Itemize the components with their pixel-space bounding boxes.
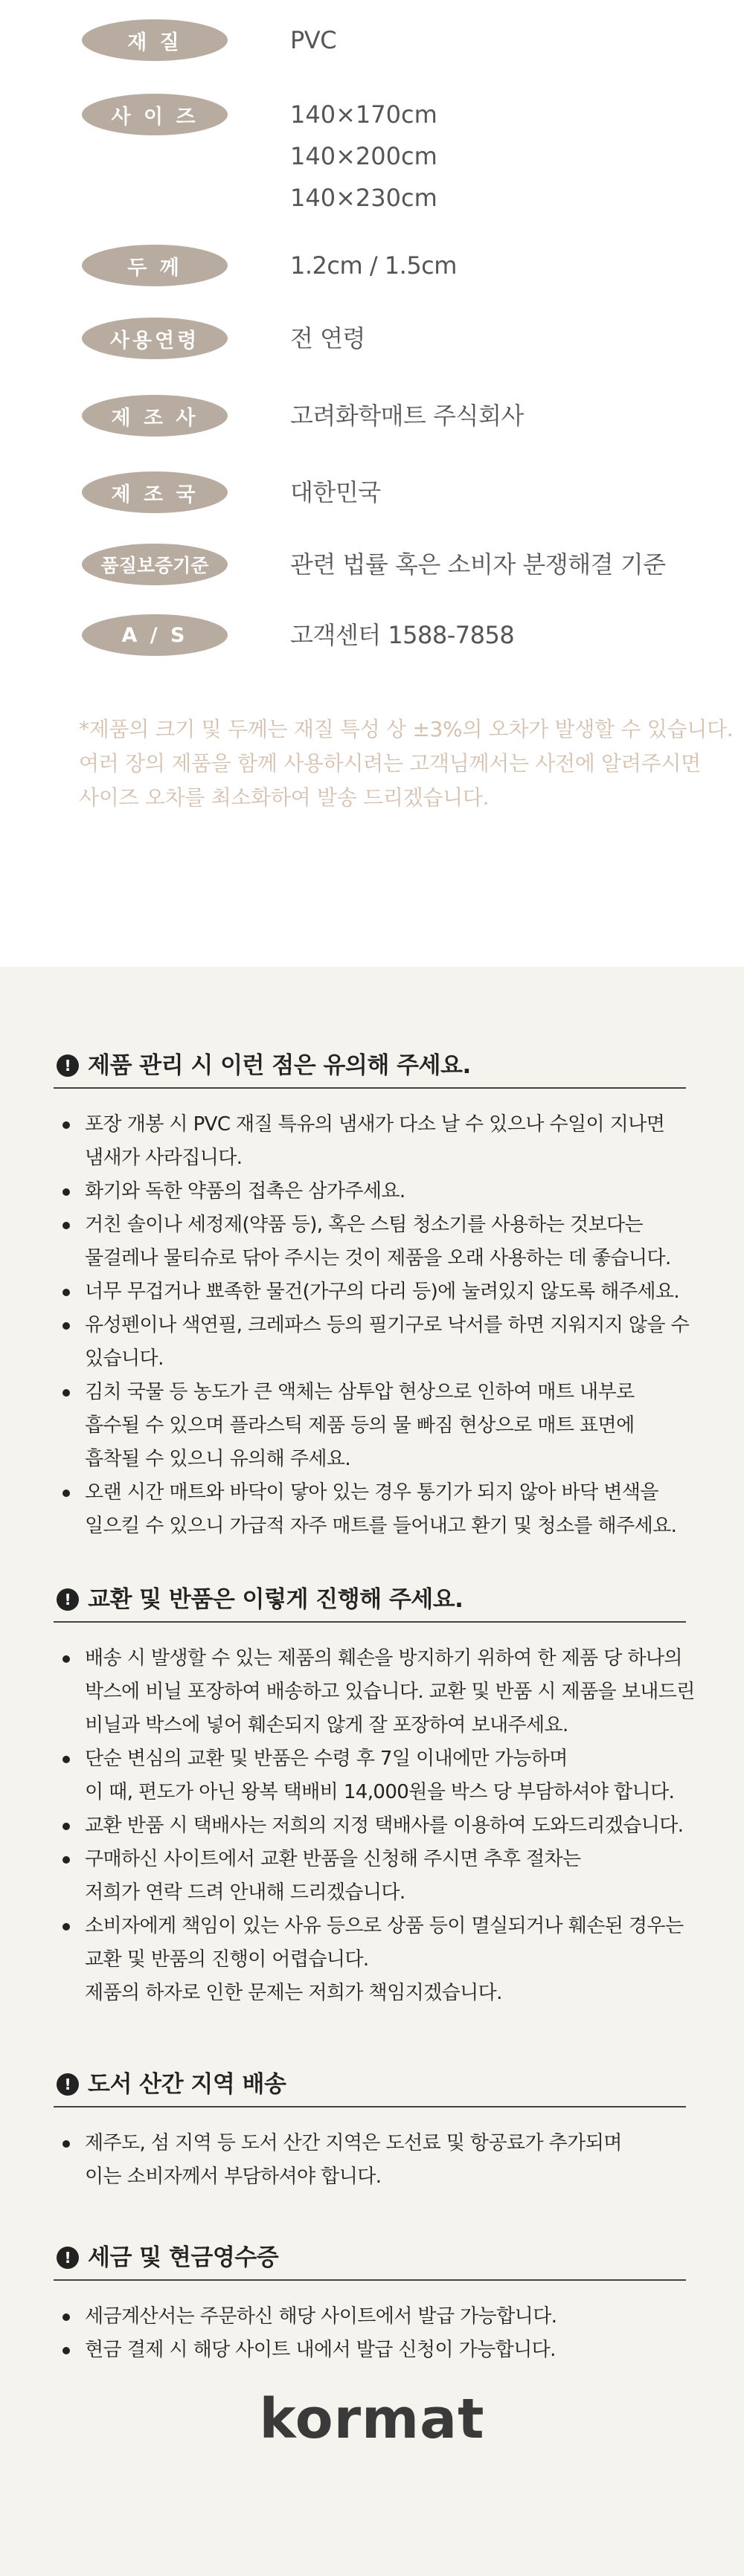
bullet-dot-icon — [62, 1823, 70, 1830]
note-line: *제품의 크기 및 두께는 재질 특성 상 ±3%의 오차가 발생할 수 있습니다. — [79, 717, 734, 741]
list-item: 구매하신 사이트에서 교환 반품을 신청해 주시면 추후 절차는 저희가 연락 드려 안내해 드리겠습니다. — [60, 1843, 699, 1910]
list-item: 단순 변심의 교환 및 반품은 수령 후 7일 이내에만 가능하며 이 때, 편도가 아닌 왕복 택배비 14,000원을 박스 당 부담하셔야 합니다. — [60, 1742, 699, 1809]
exclamation-circle-icon: ! — [57, 2073, 79, 2096]
list-item: 화기와 독한 약품의 접촉은 삼가주세요. — [60, 1175, 699, 1208]
exclamation-circle-icon: ! — [57, 1588, 79, 1611]
bullet-dot-icon — [62, 1121, 70, 1129]
list-item: 거친 솔이나 세정제(약품 등), 혹은 스팀 청소기를 사용하는 것보다는 물걸레나 물티슈로 닦아 주시는 것이 제품을 오래 사용하는 데 좋습니다. — [60, 1208, 699, 1275]
list-item: 포장 개봉 시 PVC 재질 특유의 냄새가 다소 날 수 있으나 수일이 지나면 냄새가 사라집니다. — [60, 1108, 699, 1175]
spec-label-pill: 사용연령 — [82, 318, 228, 359]
exclamation-circle-icon: ! — [57, 1054, 79, 1077]
note-line: 사이즈 오차를 최소화하여 발송 드리겠습니다. — [79, 785, 490, 810]
section-header-tax — [54, 2241, 686, 2281]
bullet-dot-icon — [62, 1289, 70, 1296]
spec-value: 140×170cm — [290, 100, 437, 129]
list-item: 김치 국물 등 농도가 큰 액체는 삼투압 현상으로 인하여 매트 내부로 흡수될 수 있으며 플라스틱 제품 등의 물 빠짐 현상으로 매트 표면에 흡착될 수 있으니 유의해 주세요. — [60, 1376, 699, 1476]
remote-list — [60, 2127, 699, 2194]
bullet-dot-icon — [62, 1389, 70, 1397]
list-item: 오랜 시간 매트와 바닥이 닿아 있는 경우 통기가 되지 않아 바닥 변색을 일으킬 수 있으니 가급적 자주 매트를 들어내고 환기 및 청소를 해주세요. — [60, 1476, 699, 1543]
bullet-dot-icon — [62, 1655, 70, 1663]
spec-value: 고려화학매트 주식회사 — [290, 402, 524, 430]
list-item: 너무 무겁거나 뾰족한 물건(가구의 다리 등)에 눌려있지 않도록 해주세요. — [60, 1275, 699, 1309]
spec-label-pill: 재 질 — [82, 19, 228, 61]
section-header-exchange — [54, 1582, 686, 1623]
list-item: 세금계산서는 주문하신 해당 사이트에서 발급 가능합니다. — [60, 2300, 699, 2334]
section-title: 교환 및 반품은 이렇게 진행해 주세요. — [88, 1586, 464, 1613]
bullet-dot-icon — [62, 1923, 70, 1931]
bullet-dot-icon — [62, 2313, 70, 2321]
list-item: 소비자에게 책임이 있는 사유 등으로 상품 등이 멸실되거나 훼손된 경우는 교환 및 반품의 진행이 어렵습니다. 제품의 하자로 인한 문제는 저희가 책임지겠습니다. — [60, 1910, 699, 2010]
tax-list — [60, 2300, 699, 2367]
spec-value: 전 연령 — [290, 324, 365, 352]
list-item: 교환 반품 시 택배사는 저희의 지정 택배사를 이용하여 도와드리겠습니다. — [60, 1809, 699, 1843]
bullet-dot-icon — [62, 2140, 70, 2148]
spec-label-pill: 제 조 국 — [82, 471, 228, 513]
list-item: 현금 결제 시 해당 사이트 내에서 발급 신청이 가능합니다. — [60, 2334, 699, 2367]
section-header-remote — [54, 2067, 686, 2108]
bullet-dot-icon — [62, 1756, 70, 1763]
bullet-dot-icon — [62, 1222, 70, 1229]
section-title: 세금 및 현금영수증 — [88, 2244, 279, 2271]
spec-value: 고객센터 1588-7858 — [290, 621, 515, 649]
exchange-list — [60, 1642, 699, 2010]
spec-label-pill: 품질보증기준 — [82, 544, 228, 585]
list-item: 유성펜이나 색연필, 크레파스 등의 필기구로 낙서를 하면 지워지지 않을 수 있습니다. — [60, 1309, 699, 1376]
spec-value: 대한민국 — [290, 478, 381, 506]
note-line: 여러 장의 제품을 함께 사용하시려는 고객님께서는 사전에 알려주시면 — [79, 751, 701, 776]
spec-value: PVC — [290, 26, 337, 54]
bullet-dot-icon — [62, 1188, 70, 1196]
spec-label-pill: 제 조 사 — [82, 395, 228, 437]
spec-section — [0, 0, 744, 967]
size-tolerance-note — [79, 712, 733, 815]
bullet-dot-icon — [62, 1490, 70, 1497]
care-list — [60, 1108, 699, 1543]
spec-label-pill: 사 이 즈 — [82, 94, 228, 135]
bullet-dot-icon — [62, 1856, 70, 1864]
spec-value-list — [290, 94, 437, 219]
care-section — [0, 967, 744, 2576]
spec-label-pill: A / S — [82, 614, 228, 656]
spec-value: 140×200cm — [290, 142, 437, 170]
list-item: 배송 시 발생할 수 있는 제품의 훼손을 방지하기 위하여 한 제품 당 하나의 박스에 비닐 포장하여 배송하고 있습니다. 교환 및 반품 시 제품을 보내드린 비닐과 박스에 넣어 훼손되지 않게 잘 포장하여 보내주세요. — [60, 1642, 699, 1742]
section-title: 제품 관리 시 이런 점은 유의해 주세요. — [88, 1052, 471, 1079]
bullet-dot-icon — [62, 2347, 70, 2354]
spec-value: 140×230cm — [290, 184, 437, 212]
spec-value: 1.2cm / 1.5cm — [290, 251, 457, 280]
list-item: 제주도, 섬 지역 등 도서 산간 지역은 도선료 및 항공료가 추가되며 이는 소비자께서 부담하셔야 합니다. — [60, 2127, 699, 2194]
section-header-care — [54, 1049, 686, 1089]
bullet-dot-icon — [62, 1322, 70, 1330]
section-title: 도서 산간 지역 배송 — [88, 2071, 286, 2098]
spec-label-pill: 두 께 — [82, 245, 228, 286]
spec-value: 관련 법률 혹은 소비자 분쟁해결 기준 — [290, 550, 666, 579]
brand-logo: kormat — [259, 2387, 485, 2451]
exclamation-circle-icon: ! — [57, 2247, 79, 2269]
